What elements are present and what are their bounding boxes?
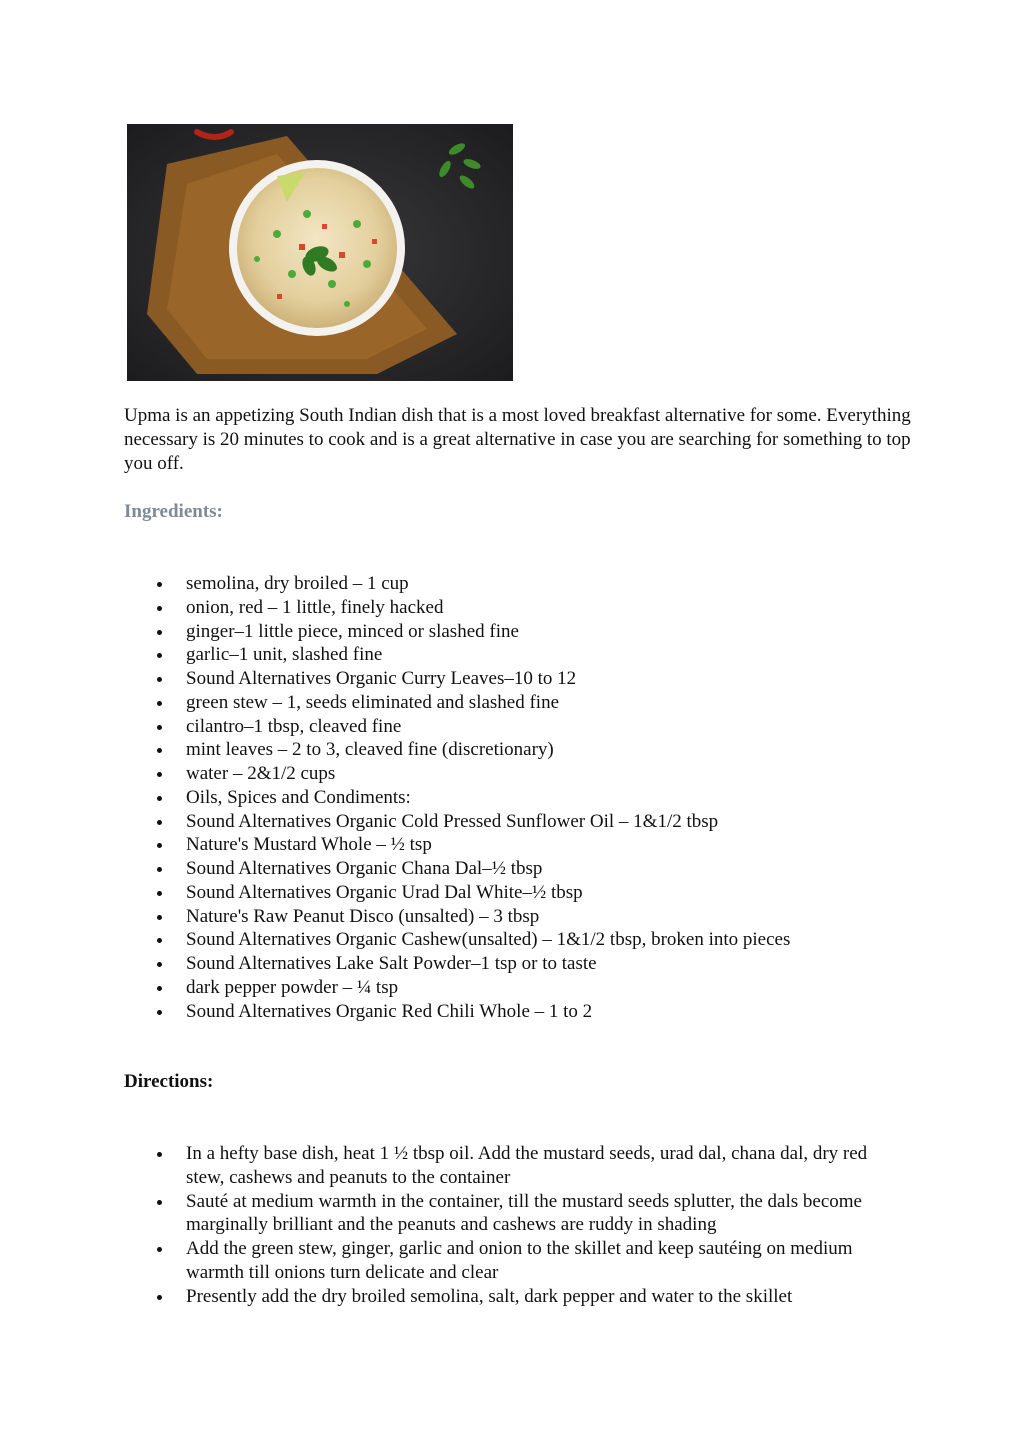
list-item: water – 2&1/2 cups xyxy=(124,762,904,786)
intro-paragraph: Upma is an appetizing South Indian dish that is a most loved breakfast alternative for some. Everything necessary is 20 minutes to cook and is a great alternative in case you are searching for something to top you off. xyxy=(124,405,911,474)
list-item: Sound Alternatives Organic Cold Pressed Sunflower Oil – 1&1/2 tbsp xyxy=(124,810,904,834)
list-item: Sound Alternatives Organic Curry Leaves–10 to 12 xyxy=(124,667,904,691)
list-item: Sauté at medium warmth in the container, till the mustard seeds splutter, the dals become marginally brilliant and the peanuts and cashews are ruddy in shading xyxy=(124,1190,904,1238)
list-item: Sound Alternatives Organic Chana Dal–½ tbsp xyxy=(124,857,904,881)
list-item: cilantro–1 tbsp, cleaved fine xyxy=(124,715,904,739)
list-item: Sound Alternatives Organic Red Chili Whole – 1 to 2 xyxy=(124,1000,904,1024)
list-item: Nature's Raw Peanut Disco (unsalted) – 3 tbsp xyxy=(124,905,904,929)
list-item: Add the green stew, ginger, garlic and onion to the skillet and keep sautéing on medium warmth till onions turn delicate and clear xyxy=(124,1237,904,1285)
list-item: Sound Alternatives Lake Salt Powder–1 tsp or to taste xyxy=(124,952,904,976)
list-item: Nature's Mustard Whole – ½ tsp xyxy=(124,833,904,857)
list-item: semolina, dry broiled – 1 cup xyxy=(124,572,904,596)
list-item: Sound Alternatives Organic Cashew(unsalted) – 1&1/2 tbsp, broken into pieces xyxy=(124,928,904,952)
upma-bowl-icon xyxy=(127,124,513,381)
list-item: Sound Alternatives Organic Urad Dal White–½ tbsp xyxy=(124,881,904,905)
list-item: In a hefty base dish, heat 1 ½ tbsp oil. Add the mustard seeds, urad dal, chana dal, dry red stew, cashews and peanuts to the container xyxy=(124,1142,904,1190)
list-item: Oils, Spices and Condiments: xyxy=(124,786,904,810)
list-item: onion, red – 1 little, finely hacked xyxy=(124,596,904,620)
list-item: green stew – 1, seeds eliminated and slashed fine xyxy=(124,691,904,715)
list-item: garlic–1 unit, slashed fine xyxy=(124,643,904,667)
list-item: Presently add the dry broiled semolina, salt, dark pepper and water to the skillet xyxy=(124,1285,904,1309)
directions-heading: Directions: xyxy=(124,1071,214,1092)
ingredients-list xyxy=(124,572,904,1023)
upma-photo xyxy=(127,124,513,381)
list-item: mint leaves – 2 to 3, cleaved fine (discretionary) xyxy=(124,738,904,762)
list-item: dark pepper powder – ¼ tsp xyxy=(124,976,904,1000)
list-item: ginger–1 little piece, minced or slashed fine xyxy=(124,620,904,644)
ingredients-heading: Ingredients: xyxy=(124,501,223,522)
directions-list xyxy=(124,1142,904,1308)
